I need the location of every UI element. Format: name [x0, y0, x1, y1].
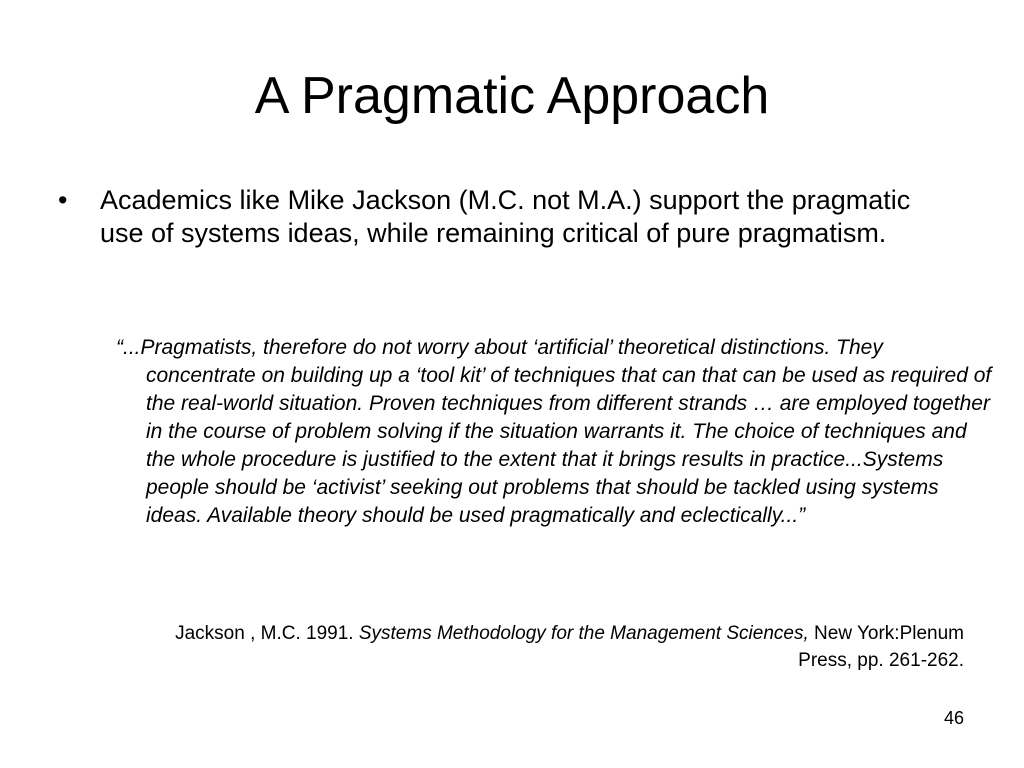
page-number: 46 [943, 708, 964, 728]
citation-book-title: Systems Methodology for the Management Sciences, [358, 623, 809, 644]
citation-publisher: New York:Plenum Press, pp. 261-262. [798, 623, 964, 671]
bullet-marker: • [58, 185, 68, 215]
slide-title: A Pragmatic Approach [254, 67, 770, 125]
citation-author-year: Jackson , M.C. 1991. [175, 623, 359, 644]
quotation: “...Pragmatists, therefore do not worry about ‘artificial’ theoretical distinctions. They concentrate on building up a ‘tool kit’ of techniques that can that can be used as required of the real-world situation. Proven techniques from different strands … are employed together in the course of problem solving if the situation warrants it. The choice of techniques and the whole procedure is justified to the extent that it brings results in practice...Systems people should be ‘activist’ seeking out problems that should be tackled using systems ideas. Available theory should be used pragmatically and eclectically...” [116, 336, 992, 527]
bullet-item [58, 184, 938, 250]
bullet-text: Academics like Mike Jackson (M.C. not M.A.) support the pragmatic use of systems ideas, while remaining critical of pure pragmatism. [100, 185, 911, 248]
citation [120, 620, 964, 674]
